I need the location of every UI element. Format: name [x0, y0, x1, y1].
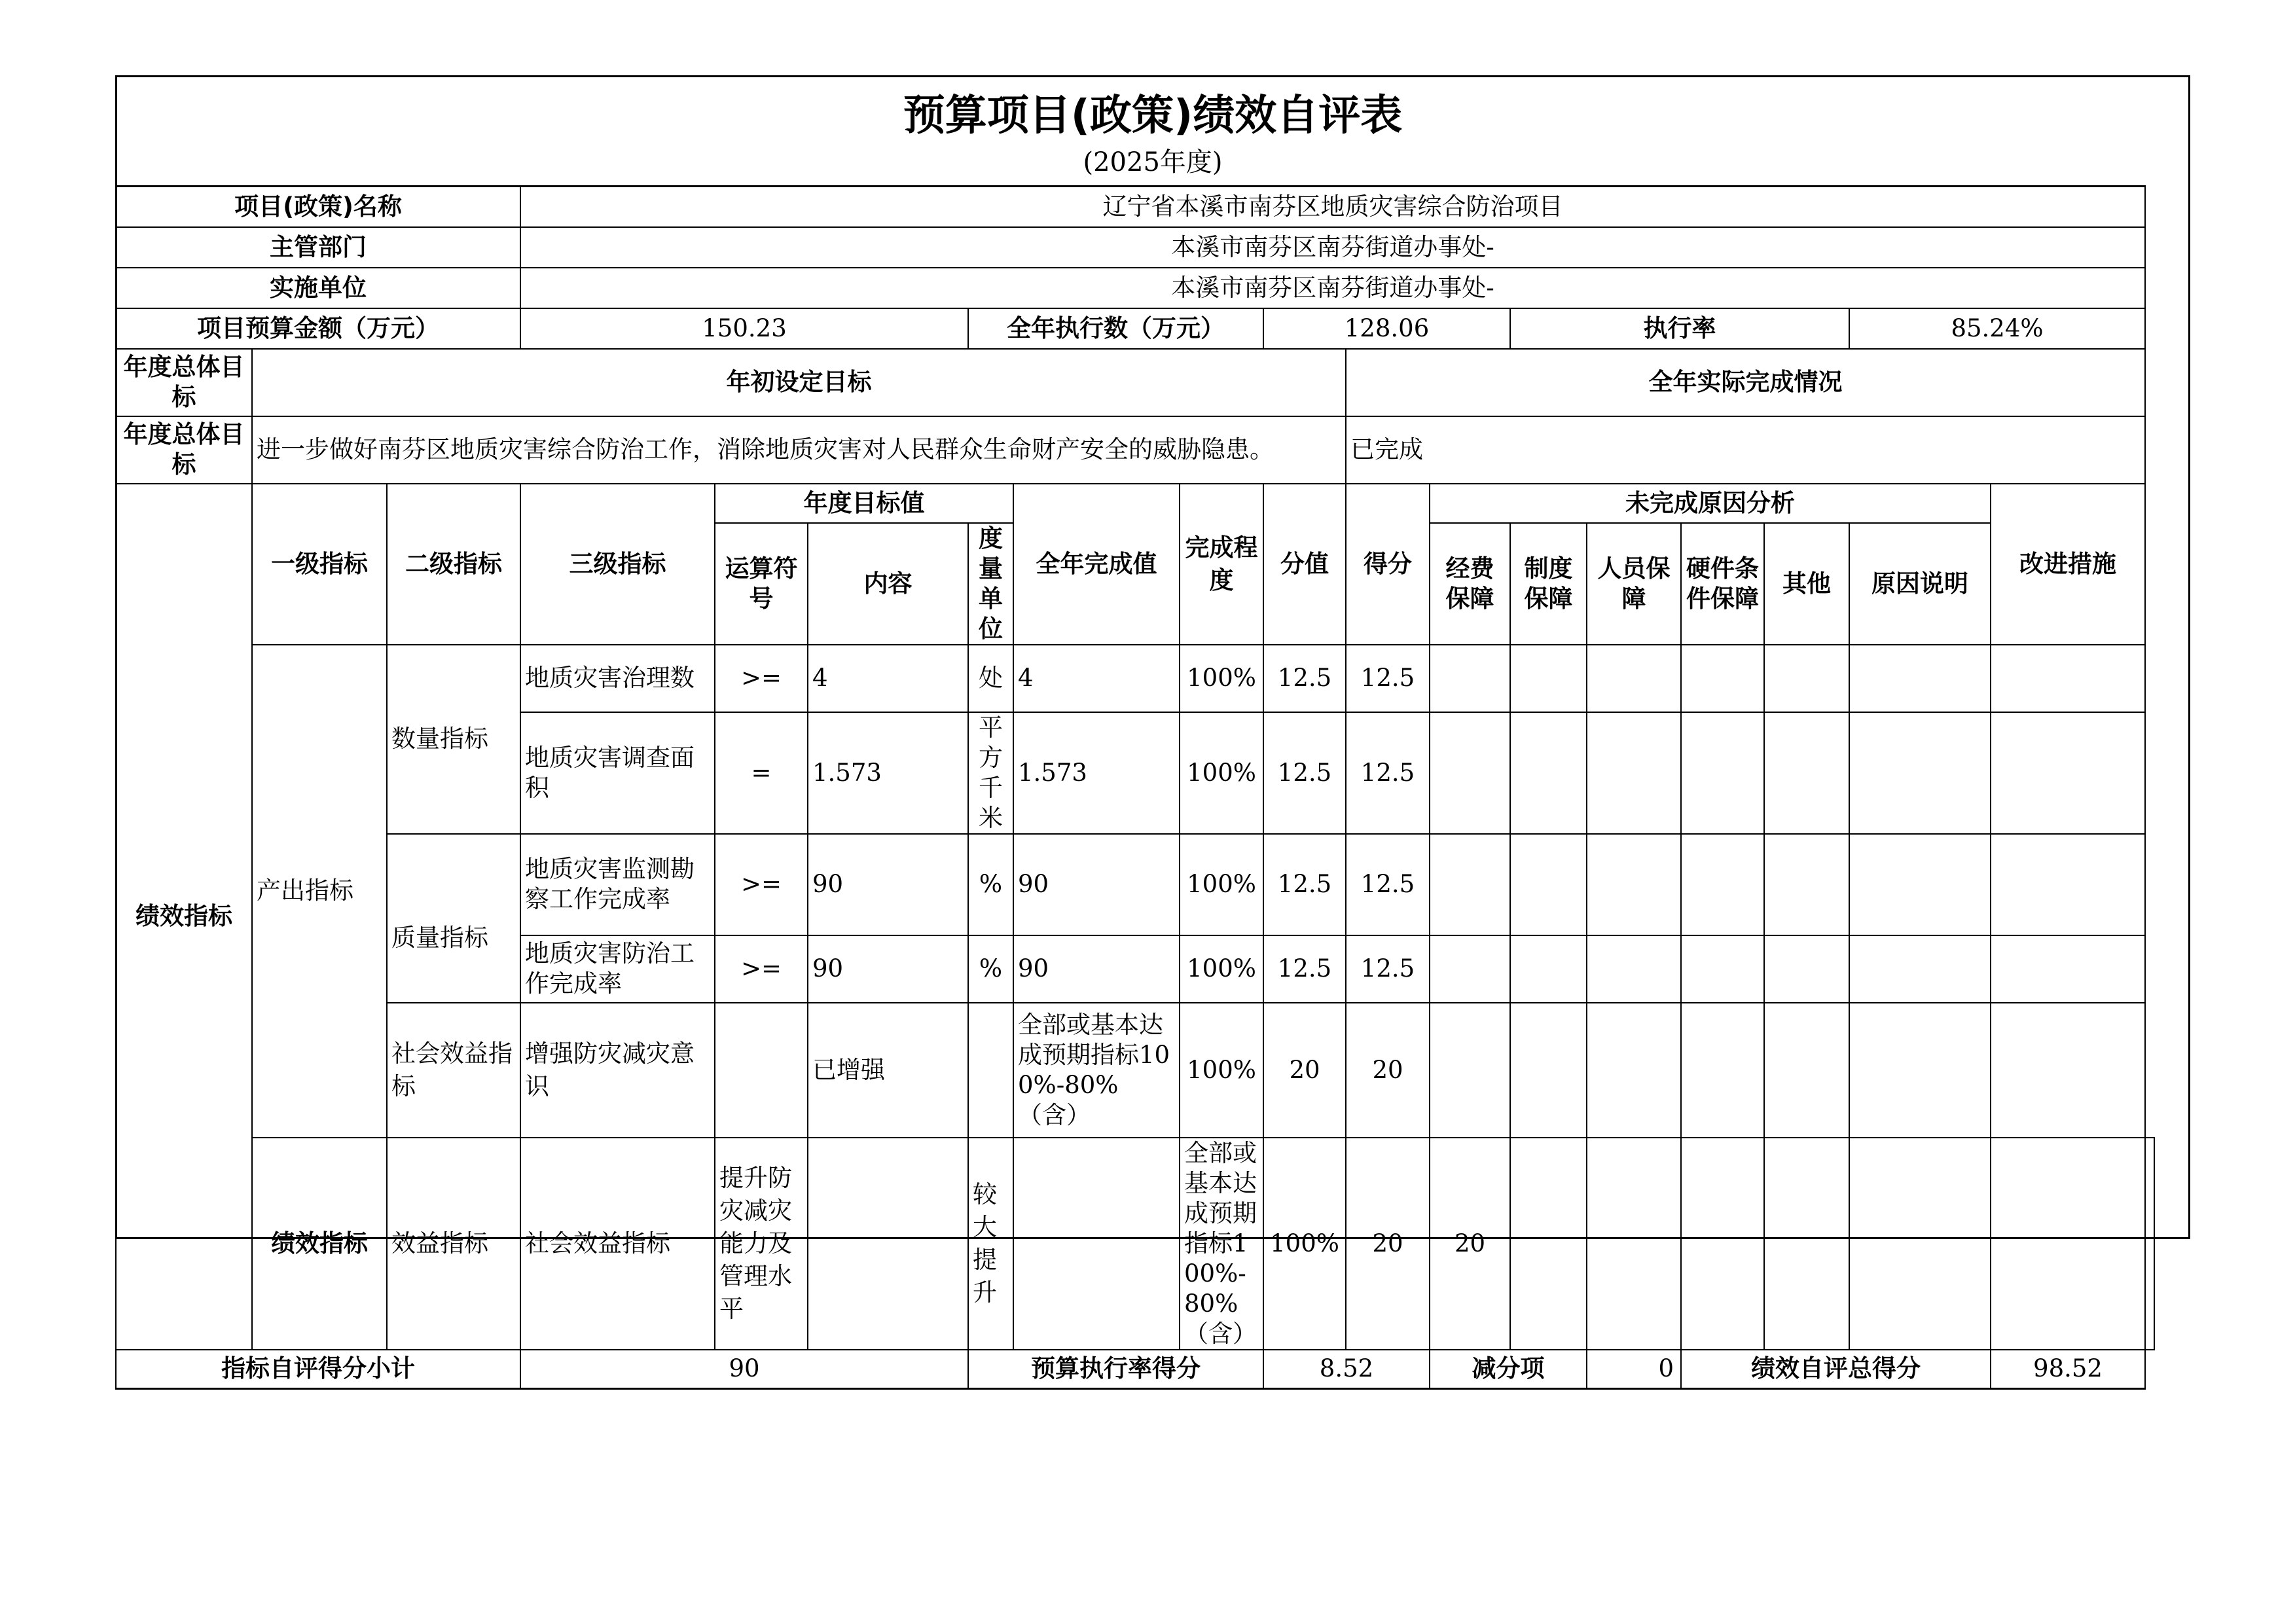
- content-cell: 90: [808, 834, 968, 935]
- score-cell: 20: [1346, 1138, 1430, 1350]
- deduct-value: 0: [1587, 1350, 1681, 1389]
- score-cell: 12.5: [1263, 935, 1346, 1003]
- actual-cell: 全部或基本达成预期指标100%-80%（含）: [1013, 1003, 1180, 1138]
- level3-cell: 增强防灾减灾意识: [520, 1003, 715, 1138]
- evaluation-sheet: [115, 75, 2190, 1383]
- actual-cell: 90: [1013, 834, 1180, 935]
- personnel-header: 人员保障: [1587, 523, 1681, 645]
- reasons-header: 未完成原因分析: [1430, 484, 1991, 523]
- content-cell: 1.573: [808, 712, 968, 834]
- level2-cell: 社会效益指标: [387, 1003, 520, 1138]
- degree-cell: 100%: [1180, 645, 1263, 712]
- goals-initial-text: 进一步做好南芬区地质灾害综合防治工作，消除地质灾害对人民群众生命财产安全的威胁隐患。: [252, 416, 1346, 484]
- subtotal-value: 90: [520, 1350, 968, 1389]
- rate-label: 执行率: [1510, 308, 1849, 349]
- title-block: [117, 77, 2188, 185]
- level2-cell: 数量指标: [387, 645, 520, 834]
- content-cell: 较大提升: [968, 1138, 1013, 1350]
- goals-actual-header: 全年实际完成情况: [1346, 349, 2145, 416]
- operator-cell: >=: [715, 645, 808, 712]
- got-cell: 12.5: [1346, 935, 1430, 1003]
- score-cell: 12.5: [1263, 712, 1346, 834]
- total-value: 98.52: [1991, 1350, 2145, 1389]
- unit-header: 度量单位: [968, 523, 1013, 645]
- funding-header: 经费保障: [1430, 523, 1510, 645]
- operator-cell: [715, 1003, 808, 1138]
- degree-cell: 100%: [1180, 712, 1263, 834]
- degree-header: 完成程度: [1180, 484, 1263, 645]
- degree-cell: 100%: [1180, 1003, 1263, 1138]
- project-name-label: 项目(政策)名称: [116, 187, 520, 227]
- unit-cell: %: [968, 935, 1013, 1003]
- level1-cell: 产出指标: [252, 645, 387, 1138]
- rate-value: 85.24%: [1849, 308, 2145, 349]
- budget-value: 150.23: [520, 308, 968, 349]
- content-cell: 90: [808, 935, 968, 1003]
- actual-cell: 4: [1013, 645, 1180, 712]
- perf-label-2: 绩效指标: [252, 1138, 387, 1350]
- system-header: 制度保障: [1510, 523, 1587, 645]
- operator-cell: =: [715, 712, 808, 834]
- level3-header: 三级指标: [520, 484, 715, 645]
- rate-score-label: 预算执行率得分: [968, 1350, 1263, 1389]
- unit-cell: %: [968, 834, 1013, 935]
- got-cell: 12.5: [1346, 645, 1430, 712]
- table-row: [116, 1138, 2154, 1350]
- budget-label: 项目预算金额（万元）: [116, 308, 520, 349]
- deduct-label: 减分项: [1430, 1350, 1587, 1389]
- table-row: [116, 645, 2154, 712]
- level2-cell: 社会效益指标: [520, 1138, 715, 1350]
- subtotal-label: 指标自评得分小计: [116, 1350, 520, 1389]
- annual-target-header: 年度目标值: [715, 484, 1013, 523]
- goals-initial-header: 年初设定目标: [252, 349, 1346, 416]
- degree-cell: 100%: [1180, 834, 1263, 935]
- total-label: 绩效自评总得分: [1681, 1350, 1991, 1389]
- level3-cell: 提升防灾减灾能力及管理水平: [715, 1138, 808, 1350]
- level3-cell: 地质灾害调查面积: [520, 712, 715, 834]
- level2-header: 二级指标: [387, 484, 520, 645]
- content-header: 内容: [808, 523, 968, 645]
- content-cell: 4: [808, 645, 968, 712]
- exec-value: 128.06: [1263, 308, 1510, 349]
- page-title: 预算项目(政策)绩效自评表: [903, 92, 1403, 140]
- operator-cell: >=: [715, 834, 808, 935]
- actual-cell: 90: [1013, 935, 1180, 1003]
- goals-label-2: 年度总体目标: [116, 416, 252, 484]
- got-cell: 12.5: [1346, 834, 1430, 935]
- score-cell: 12.5: [1263, 645, 1346, 712]
- degree-cell: 100%: [1263, 1138, 1346, 1350]
- perf-label: 绩效指标: [116, 484, 252, 1350]
- improve-header: 改进措施: [1991, 484, 2145, 645]
- actual-cell: 全部或基本达成预期指标100%-80%（含）: [1180, 1138, 1263, 1350]
- operator-header: 运算符号: [715, 523, 808, 645]
- got-cell: 20: [1346, 1003, 1430, 1138]
- actual-cell: 1.573: [1013, 712, 1180, 834]
- unit-label: 实施单位: [116, 268, 520, 308]
- level1-cell: 效益指标: [387, 1138, 520, 1350]
- evaluation-table: [115, 185, 2155, 1390]
- content-cell: 已增强: [808, 1003, 968, 1138]
- unit-cell: 处: [968, 645, 1013, 712]
- unit-cell: [968, 1003, 1013, 1138]
- operator-cell: >=: [715, 935, 808, 1003]
- goals-label: 年度总体目标: [116, 349, 252, 416]
- exec-label: 全年执行数（万元）: [968, 308, 1263, 349]
- other-header: 其他: [1764, 523, 1849, 645]
- score-cell: 12.5: [1263, 834, 1346, 935]
- page-subtitle: (2025年度): [1083, 147, 1223, 177]
- goals-actual-text: 已完成: [1346, 416, 2145, 484]
- table-row: [116, 834, 2154, 935]
- level3-cell: 地质灾害治理数: [520, 645, 715, 712]
- department-label: 主管部门: [116, 227, 520, 268]
- actual-header: 全年完成值: [1013, 484, 1180, 645]
- level3-cell: 地质灾害监测勘察工作完成率: [520, 834, 715, 935]
- got-cell: 12.5: [1346, 712, 1430, 834]
- rate-score-value: 8.52: [1263, 1350, 1430, 1389]
- level2-cell: 质量指标: [387, 834, 520, 1003]
- got-cell: 20: [1430, 1138, 1510, 1350]
- project-name-value: 辽宁省本溪市南芬区地质灾害综合防治项目: [520, 187, 2145, 227]
- unit-cell: [1013, 1138, 1180, 1350]
- level1-header: 一级指标: [252, 484, 387, 645]
- score-header: 分值: [1263, 484, 1346, 645]
- operator-cell: [808, 1138, 968, 1350]
- unit-cell: 平方千米: [968, 712, 1013, 834]
- department-value: 本溪市南芬区南芬街道办事处-: [520, 227, 2145, 268]
- table-row: [116, 1003, 2154, 1138]
- hardware-header: 硬件条件保障: [1681, 523, 1764, 645]
- got-header: 得分: [1346, 484, 1430, 645]
- reason-desc-header: 原因说明: [1849, 523, 1991, 645]
- score-cell: 20: [1263, 1003, 1346, 1138]
- unit-value: 本溪市南芬区南芬街道办事处-: [520, 268, 2145, 308]
- level3-cell: 地质灾害防治工作完成率: [520, 935, 715, 1003]
- degree-cell: 100%: [1180, 935, 1263, 1003]
